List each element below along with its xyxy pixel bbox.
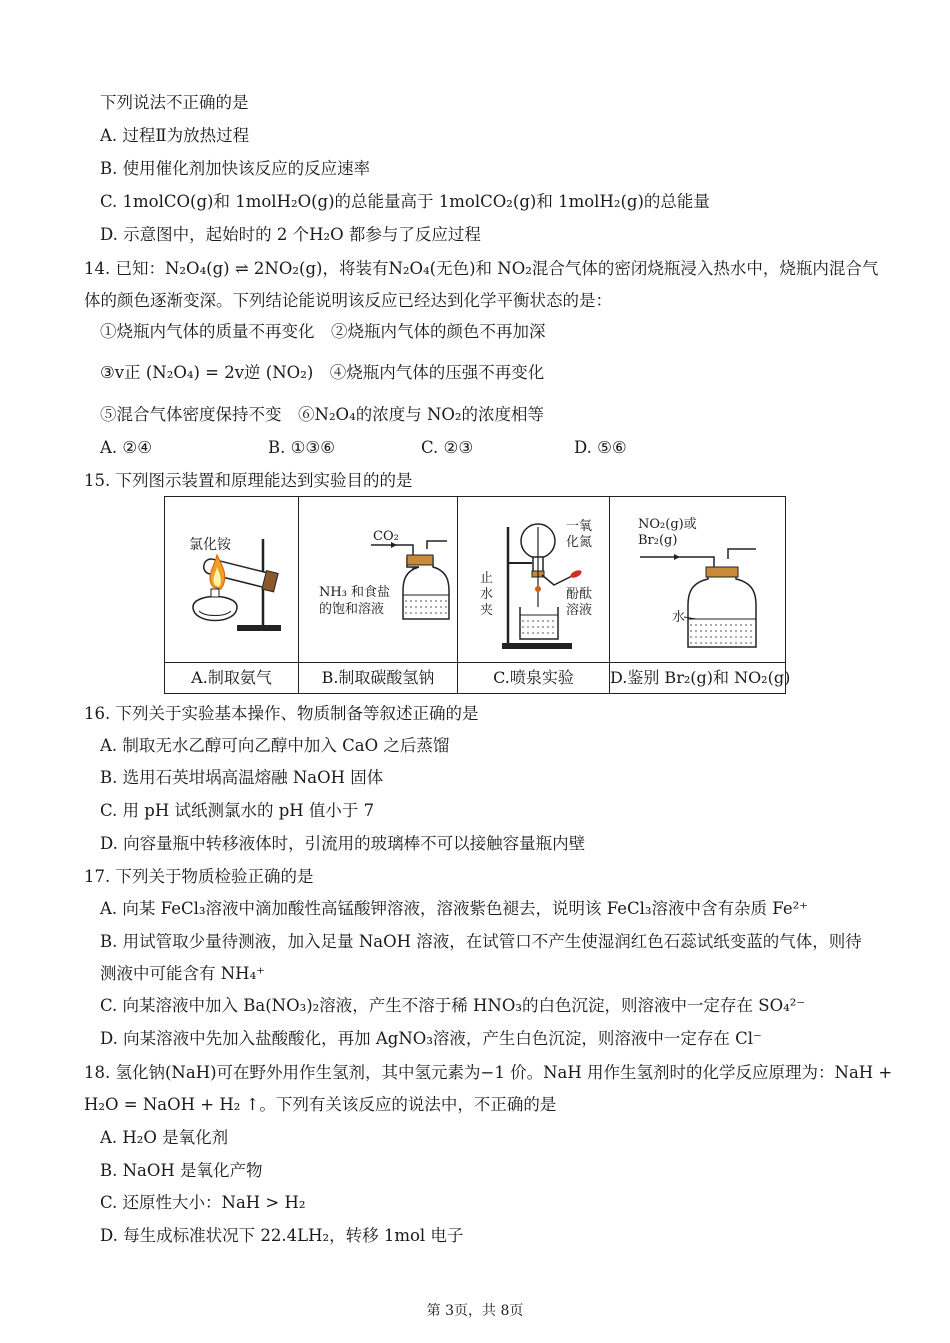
figure-b-caption: B.制取碳酸氢钠	[299, 662, 457, 693]
q18-option-d: D. 每生成标准状况下 22.4LH₂，转移 1mol 电子	[100, 1226, 464, 1245]
q15-figure-table	[164, 496, 791, 694]
q14-stem-line2: 体的颜色逐渐变深。下列结论能说明该反应已经达到化学平衡状态的是：	[84, 291, 612, 310]
figure-a-label: 氯化铵	[189, 537, 231, 553]
q17-option-d: D. 向某溶液中先加入盐酸酸化，再加 AgNO₃溶液，产生白色沉淀，则溶液中一定存在 Cl⁻	[100, 1029, 762, 1048]
gas-washing-bottle-icon	[299, 497, 458, 657]
q18-option-b: B. NaOH 是氧化产物	[100, 1161, 263, 1180]
fountain-apparatus-icon	[458, 497, 610, 657]
q14-items-3-4: ③v正 (N₂O₄) = 2v逆 (NO₂) ④烧瓶内气体的压强不再变化	[100, 363, 545, 382]
q13-option-d: D. 示意图中，起始时的 2 个H₂O 都参与了反应过程	[100, 225, 481, 244]
figure-cell-c	[458, 497, 610, 693]
q13-stem: 下列说法不正确的是	[100, 93, 249, 112]
figure-d-water-label: 水	[672, 610, 686, 625]
q18-option-a: A. H₂O 是氧化剂	[100, 1128, 229, 1147]
figure-c-indicator-label-1: 酚酞	[566, 587, 593, 602]
figure-c-clip-label-1: 止	[480, 571, 494, 586]
figure-c-clip-label-2: 水	[480, 587, 494, 602]
q14-option-b: B. ①③⑥	[268, 438, 335, 457]
figure-b-gas-label: CO₂	[373, 529, 399, 544]
figure-cell-d	[610, 497, 791, 693]
q13-option-b: B. 使用催化剂加快该反应的反应速率	[100, 159, 371, 178]
figure-cell-a	[165, 497, 299, 693]
q13-option-c: C. 1molCO(g)和 1molH₂O(g)的总能量高于 1molCO₂(g)和 1molH₂(g)的总能量	[100, 192, 710, 211]
figure-b-solution-label-2: 的饱和溶液	[319, 602, 385, 617]
ammonia-apparatus-icon	[165, 497, 299, 657]
figure-cell-b	[299, 497, 458, 693]
q17-option-c: C. 向某溶液中加入 Ba(NO₃)₂溶液，产生不溶于稀 HNO₃的白色沉淀，则溶液中一定存在 SO₄²⁻	[100, 996, 806, 1015]
figure-c-indicator-label-2: 溶液	[566, 603, 593, 618]
q16-option-a: A. 制取无水乙醇可向乙醇中加入 CaO 之后蒸馏	[100, 736, 450, 755]
q16-stem: 16. 下列关于实验基本操作、物质制备等叙述正确的是	[84, 704, 479, 723]
figure-c-gas-label-1: 一氧	[566, 519, 593, 534]
figure-c-caption: C.喷泉实验	[458, 662, 609, 693]
q14-stem-line1: 14. 已知：N₂O₄(g) ⇌ 2NO₂(g)，将装有N₂O₄(无色)和 NO₂混合气体的密闭烧瓶浸入热水中，烧瓶内混合气	[84, 259, 879, 278]
q17-stem: 17. 下列关于物质检验正确的是	[84, 867, 314, 886]
figure-d-gas-label-1: NO₂(g)或	[638, 517, 697, 532]
q17-option-b-line2: 测液中可能含有 NH₄⁺	[100, 964, 265, 983]
q16-option-d: D. 向容量瓶中转移液体时，引流用的玻璃棒不可以接触容量瓶内壁	[100, 834, 586, 853]
q14-option-a: A. ②④	[100, 438, 152, 457]
gas-bottle-water-icon	[610, 497, 785, 657]
page-footer: 第 3页，共 8页	[426, 1303, 524, 1319]
figure-c-clip-label-3: 夹	[480, 603, 494, 618]
figure-d-caption: D.鉴别 Br₂(g)和 NO₂(g)	[610, 662, 785, 693]
q15-stem: 15. 下列图示装置和原理能达到实验目的的是	[84, 471, 413, 490]
q13-option-a: A. 过程Ⅱ为放热过程	[100, 126, 250, 145]
q14-items-5-6: ⑤混合气体密度保持不变 ⑥N₂O₄的浓度与 NO₂的浓度相等	[100, 405, 545, 424]
q14-items-1-2: ①烧瓶内气体的质量不再变化 ②烧瓶内气体的颜色不再加深	[100, 322, 546, 341]
figure-b-solution-label-1: NH₃ 和食盐	[319, 585, 391, 600]
q17-option-b-line1: B. 用试管取少量待测液，加入足量 NaOH 溶液，在试管口不产生使湿润红色石蕊试纸变蓝的气体，则待	[100, 932, 862, 951]
q17-option-a: A. 向某 FeCl₃溶液中滴加酸性高锰酸钾溶液，溶液紫色褪去，说明该 FeCl₃溶液中含有杂质 Fe²⁺	[100, 899, 808, 918]
figure-a-caption: A.制取氨气	[165, 662, 298, 693]
figure-d-gas-label-2: Br₂(g)	[638, 533, 678, 548]
q18-stem-line1: 18. 氢化钠(NaH)可在野外用作生氢剂，其中氢元素为−1 价。NaH 用作生氢剂时的化学反应原理为：NaH +	[84, 1063, 893, 1082]
q16-option-c: C. 用 pH 试纸测氯水的 pH 值小于 7	[100, 801, 375, 820]
figure-c-gas-label-2: 化氮	[566, 535, 593, 550]
q18-option-c: C. 还原性大小：NaH > H₂	[100, 1193, 306, 1212]
q14-option-c: C. ②③	[421, 438, 474, 457]
q18-stem-line2: H₂O = NaOH + H₂ ↑。下列有关该反应的说法中，不正确的是	[84, 1095, 557, 1114]
q14-option-d: D. ⑤⑥	[574, 438, 627, 457]
q16-option-b: B. 选用石英坩埚高温熔融 NaOH 固体	[100, 768, 384, 787]
